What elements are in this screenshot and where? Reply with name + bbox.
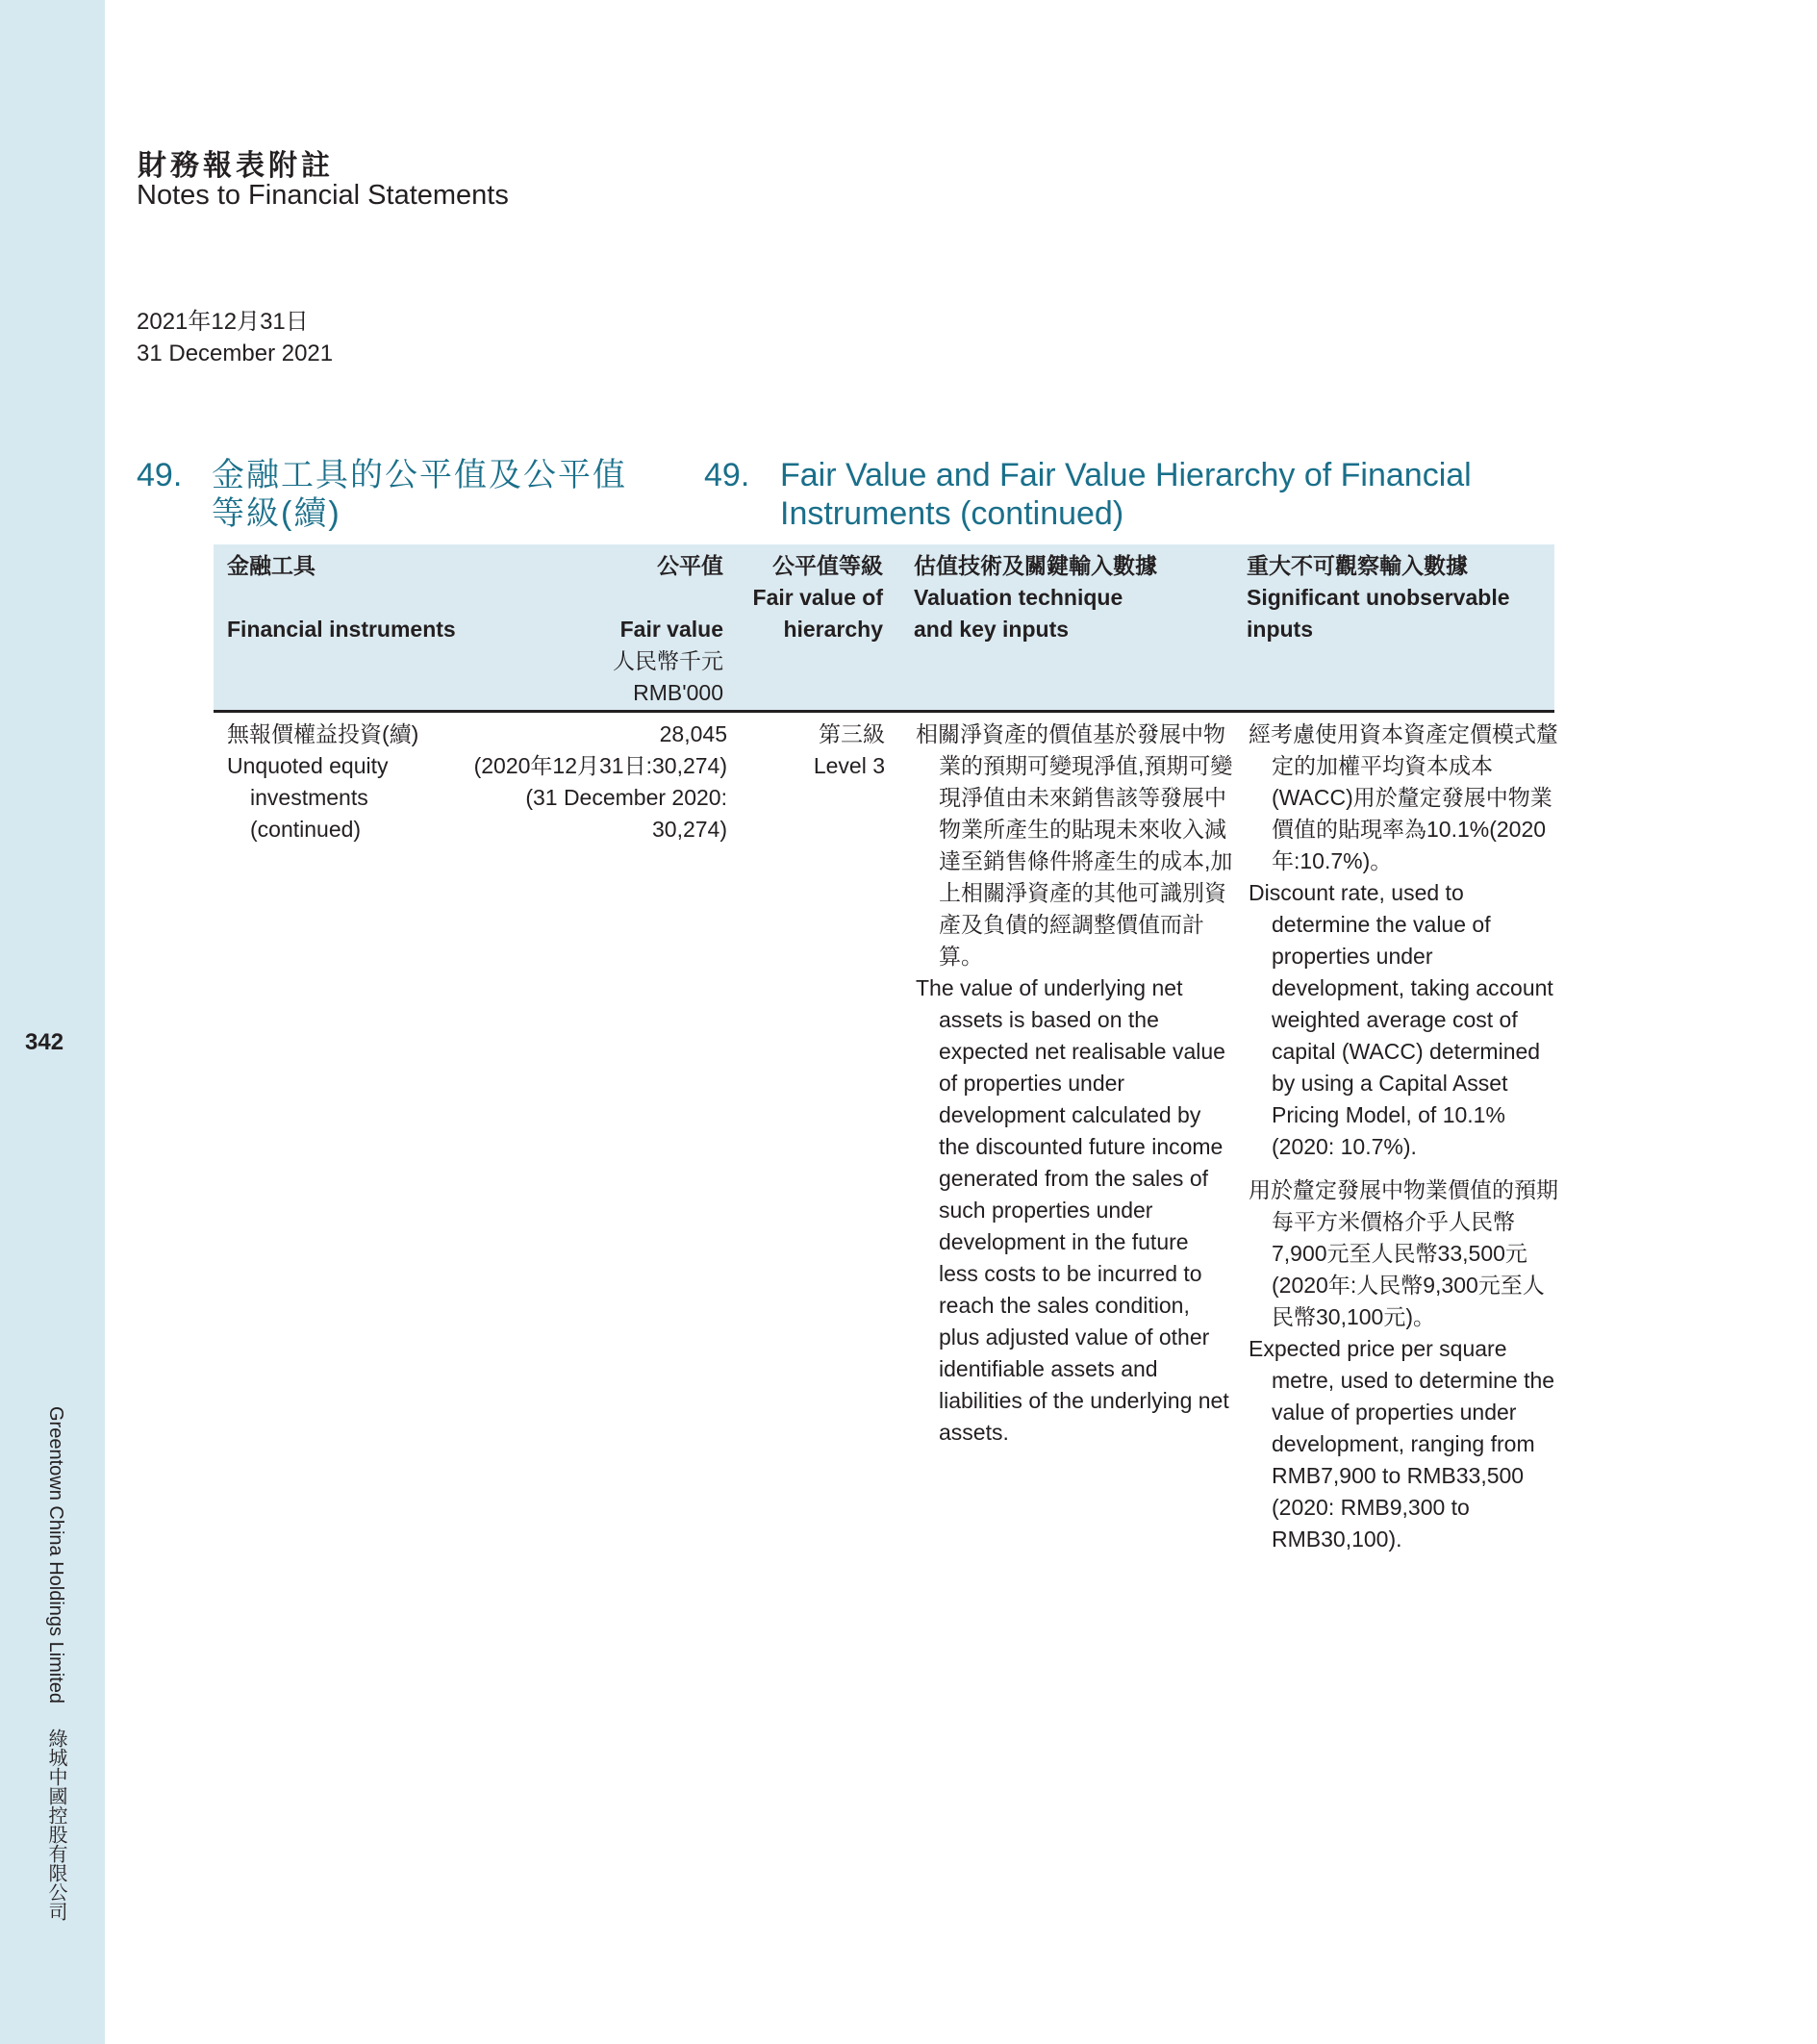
date-en: 31 December 2021 bbox=[137, 341, 334, 366]
th-technique-en-1: Valuation technique bbox=[914, 585, 1123, 610]
th-fair-value-en: Fair value bbox=[619, 617, 723, 642]
cell-hierarchy bbox=[760, 719, 885, 782]
cell-technique-en: The value of underlying net assets is based on the expected net realisable value of properties under development calculated by the discounted future income generated from the sales of such properties under development in the future less costs to be incurred to reach the sales condition, plus adjusted value of other identifiable assets and liabilities of the underlying net assets. bbox=[916, 975, 1229, 1445]
cell-fair-value-prior-en: (31 December 2020: 30,274) bbox=[525, 785, 727, 842]
th-hierarchy-en-1: Fair value of bbox=[752, 585, 883, 610]
cell-unobservable-1-en: Discount rate, used to determine the value of properties under development, taking account weighted average cost of capital (WACC) determined by using a Capital Asset Pricing Model, of 10.1% (2020: 10.7%). bbox=[1249, 880, 1553, 1159]
spacer bbox=[1249, 1163, 1558, 1174]
th-instrument-en: Financial instruments bbox=[227, 617, 456, 642]
table-header bbox=[214, 544, 1554, 713]
th-instrument bbox=[227, 550, 496, 645]
header-title-en: Notes to Financial Statements bbox=[137, 180, 509, 211]
section-number-en: 49. bbox=[704, 457, 750, 493]
date-zh: 2021年12月31日 bbox=[137, 309, 309, 335]
cell-instrument bbox=[227, 719, 477, 845]
section-title-zh: 金融工具的公平值及公平值等級(續) bbox=[212, 457, 627, 532]
th-unobservable bbox=[1247, 550, 1554, 645]
th-technique-zh: 估值技術及關鍵輸入數據 bbox=[914, 553, 1157, 578]
cell-technique bbox=[916, 719, 1233, 1449]
cell-instrument-zh: 無報價權益投資(續) bbox=[227, 721, 419, 746]
cell-unobservable bbox=[1249, 719, 1558, 1555]
cell-technique-zh: 相關淨資產的價值基於發展中物業的預期可變現淨值,預期可變現淨值由未來銷售該等發展中物業所產生的貼現未來收入減達至銷售條件將產生的成本,加上相關淨資產的其他可識別資產及負債的經調整價值而計算。 bbox=[916, 721, 1233, 969]
cell-unobservable-2-zh: 用於釐定發展中物業價值的預期每平方米價格介乎人民幣7,900元至人民幣33,500元(2020年:人民幣9,300元至人民幣30,100元)。 bbox=[1249, 1177, 1558, 1329]
cell-fair-value bbox=[464, 719, 727, 845]
th-fair-value-unit-en: RMB'000 bbox=[633, 680, 723, 705]
cell-fair-value-current: 28,045 bbox=[659, 721, 727, 746]
th-instrument-zh: 金融工具 bbox=[227, 553, 315, 578]
th-unobservable-zh: 重大不可觀察輸入數據 bbox=[1247, 553, 1468, 578]
th-hierarchy bbox=[752, 550, 883, 645]
th-fair-value-unit-zh: 人民幣千元 bbox=[613, 648, 723, 673]
th-technique-en-2: and key inputs bbox=[914, 617, 1070, 642]
th-hierarchy-zh: 公平值等級 bbox=[772, 553, 883, 578]
cell-hierarchy-en: Level 3 bbox=[813, 753, 885, 778]
cell-unobservable-2-en: Expected price per square metre, used to determine the value of properties under development, ranging from RMB7,900 to RMB33,500 (2020: RMB9,300 to RMB30,100). bbox=[1249, 1336, 1555, 1552]
th-technique bbox=[914, 550, 1231, 645]
cell-hierarchy-zh: 第三級 bbox=[819, 721, 885, 746]
company-name-en: Greentown China Holdings Limited bbox=[45, 1406, 66, 1704]
th-hierarchy-en-2: hierarchy bbox=[783, 617, 883, 642]
th-unobservable-en-1: Significant unobservable bbox=[1247, 585, 1510, 610]
section-number-zh: 49. bbox=[137, 457, 183, 493]
cell-instrument-en: Unquoted equity investments (continued) bbox=[227, 753, 389, 842]
th-fair-value bbox=[502, 550, 723, 709]
th-unobservable-en-2: inputs bbox=[1247, 617, 1313, 642]
header-title-zh: 財務報表附註 bbox=[138, 149, 334, 183]
company-name-zh: 綠城中國控股有限公司 bbox=[45, 1728, 66, 1921]
cell-unobservable-1-zh: 經考慮使用資本資產定價模式釐定的加權平均資本成本(WACC)用於釐定發展中物業價值的貼現率為10.1%(2020年:10.7%)。 bbox=[1249, 721, 1558, 873]
th-fair-value-zh: 公平值 bbox=[657, 553, 723, 578]
page-number: 342 bbox=[25, 1029, 64, 1055]
company-name-vertical bbox=[42, 1406, 70, 1940]
cell-fair-value-prior-zh: (2020年12月31日:30,274) bbox=[473, 753, 727, 778]
section-title-en: Fair Value and Fair Value Hierarchy of Financial Instruments (continued) bbox=[780, 457, 1472, 532]
